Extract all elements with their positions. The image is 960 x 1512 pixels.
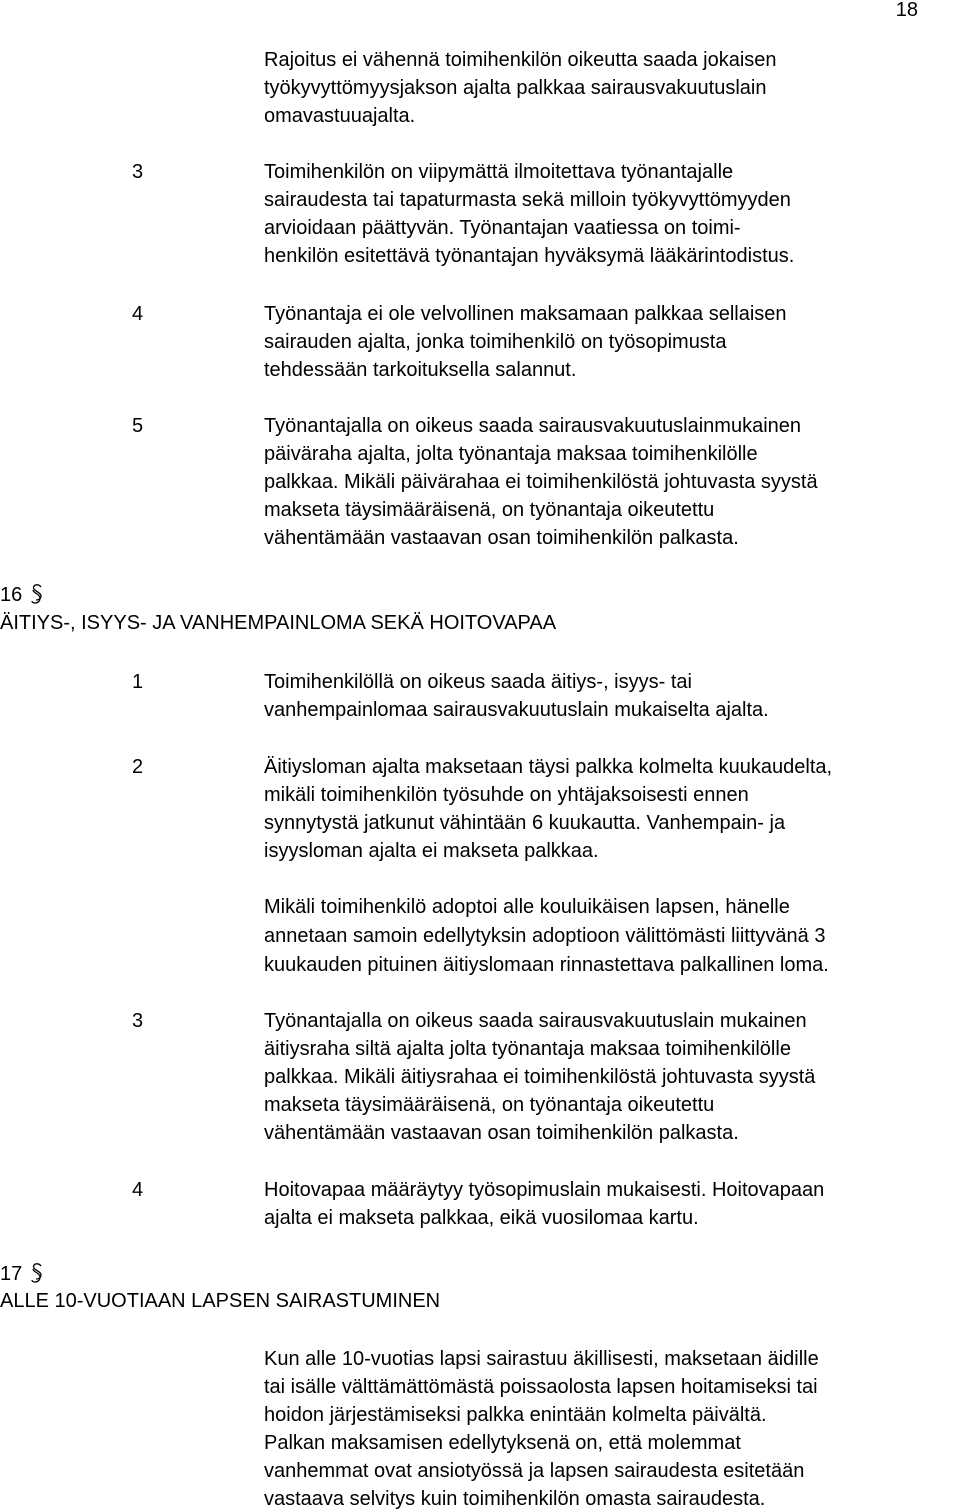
text-line: sairauden ajalta, jonka toimihenkilö on työsopimusta [264,331,727,353]
item-number: 3 [132,161,144,183]
text-line: Kun alle 10-vuotias lapsi sairastuu äkillisesti, maksetaan äidille [264,1348,819,1370]
text-line: tai isälle välttämättömästä poissaolosta lapsen hoitamiseksi tai [264,1376,818,1398]
text-line: vanhemmat ovat ansiotyössä ja lapsen sairaudesta esitetään [264,1460,805,1482]
text-line: Työnantajalla on oikeus saada sairausvakuutuslainmukainen [264,415,802,437]
text-line: isyysloman ajalta ei makseta palkkaa. [264,840,599,862]
text-line: päiväraha ajalta, jolta työnantaja maksaa toimihenkilölle [264,443,758,465]
text-line: äitiysraha siltä ajalta jolta työnantaja maksaa toimihenkilölle [264,1038,791,1060]
section-title: ALLE 10-VUOTIAAN LAPSEN SAIRASTUMINEN [0,1290,441,1312]
text-line: vanhempainlomaa sairausvakuutuslain mukaiselta ajalta. [264,699,769,721]
text-line: palkkaa. Mikäli päivärahaa ei toimihenkilöstä johtuvasta syystä [264,471,818,493]
text-line: Äitiysloman ajalta maksetaan täysi palkka kolmelta kuukaudelta, [264,756,833,778]
text-line: vähentämään vastaavan osan toimihenkilön palkasta. [264,1122,739,1144]
text-line: vastaava selvitys kuin toimihenkilön omasta sairaudesta. [264,1488,766,1510]
text-line: työkyvyttömyysjakson ajalta palkkaa sairausvakuutuslain [264,77,767,99]
text-line: Toimihenkilöllä on oikeus saada äitiys-, isyys- tai [264,671,692,693]
text-line: Työnantaja ei ole velvollinen maksamaan palkkaa sellaisen [264,303,787,325]
text-line: vähentämään vastaavan osan toimihenkilön palkasta. [264,527,739,549]
item-number: 5 [132,415,144,437]
text-line: Hoitovapaa määräytyy työsopimuslain mukaisesti. Hoitovapaan [264,1179,825,1201]
text-line: ajalta ei makseta palkkaa, eikä vuosilomaa kartu. [264,1207,699,1229]
text-line: Mikäli toimihenkilö adoptoi alle kouluikäisen lapsen, hänelle [264,896,790,918]
item-number: 1 [132,671,144,693]
item-number: 3 [132,1010,144,1032]
text-line: henkilön esitettävä työnantajan hyväksymä lääkärintodistus. [264,245,795,267]
text-line: Toimihenkilön on viipymättä ilmoitettava työnantajalle [264,161,734,183]
section-sign-icon [30,582,44,608]
section-sign-icon [30,1261,44,1287]
section-number-text: 17 [0,1263,23,1285]
text-line: Työnantajalla on oikeus saada sairausvakuutuslain mukainen [264,1010,807,1032]
text-line: arvioidaan päättyvän. Työnantajan vaatiessa on toimi- [264,217,741,239]
text-line: Palkan maksamisen edellytyksenä on, että molemmat [264,1432,741,1454]
section-number [0,1261,44,1287]
page-number: 18 [895,0,918,21]
section-title: ÄITIYS-, ISYYS- JA VANHEMPAINLOMA SEKÄ HOITOVAPAA [0,612,557,634]
text-line: makseta täysimääräisenä, on työnantaja oikeutettu [264,499,715,521]
item-number: 4 [132,1179,144,1201]
text-line: tehdessään tarkoituksella salannut. [264,359,577,381]
text-line: omavastuuajalta. [264,105,416,127]
text-line: mikäli toimihenkilön työsuhde on yhtäjaksoisesti ennen [264,784,749,806]
text-line: synnytystä jatkunut vähintään 6 kuukautta. Vanhempain- ja [264,812,786,834]
text-line: sairaudesta tai tapaturmasta sekä milloin työkyvyttömyyden [264,189,791,211]
text-line: hoidon järjestämiseksi palkka enintään kolmelta päivältä. [264,1404,767,1426]
text-line: kuukauden pituinen äitiyslomaan rinnastettava palkallinen loma. [264,954,829,976]
text-line: annetaan samoin edellytyksin adoptioon välittömästi liittyvänä 3 [264,925,826,947]
section-number-text: 16 [0,584,23,606]
section-number [0,582,44,608]
item-number: 2 [132,756,144,778]
text-line: Rajoitus ei vähennä toimihenkilön oikeutta saada jokaisen [264,49,777,71]
text-line: makseta täysimääräisenä, on työnantaja oikeutettu [264,1094,715,1116]
text-line: palkkaa. Mikäli äitiysrahaa ei toimihenkilöstä johtuvasta syystä [264,1066,816,1088]
item-number: 4 [132,303,144,325]
